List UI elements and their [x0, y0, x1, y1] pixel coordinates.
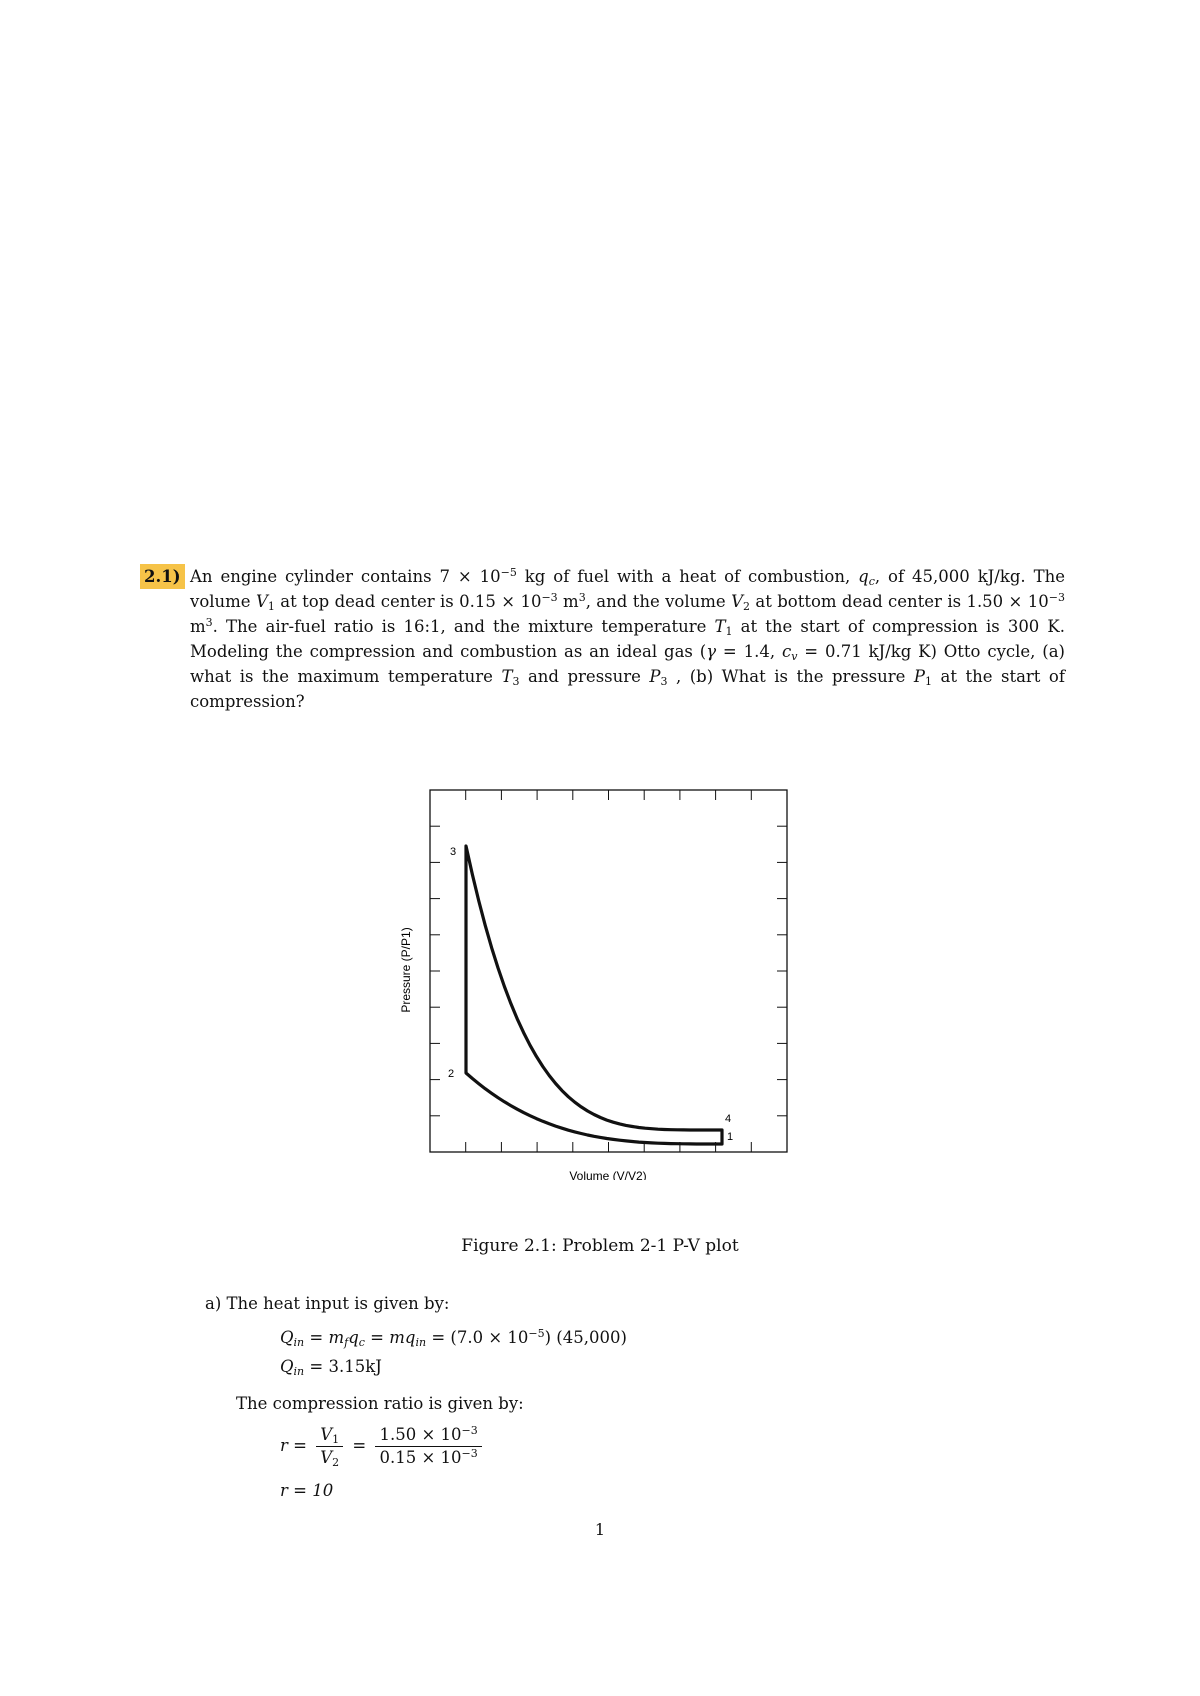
problem-statement [140, 564, 1065, 714]
part-a-intro: The heat input is given by: [226, 1294, 450, 1313]
figure-caption: Figure 2.1: Problem 2-1 P-V plot [461, 1236, 739, 1256]
problem-number: 2.1) [140, 564, 185, 589]
fraction-values [375, 1424, 481, 1469]
cycle-path [466, 846, 722, 1144]
fraction-denominator: $V_2$ [320, 1448, 340, 1469]
plot-frame [430, 790, 787, 1152]
fraction-v1-v2 [316, 1424, 343, 1469]
y-axis-label: Pressure (P/P1) [399, 927, 413, 1013]
equals-sign: = [352, 1436, 367, 1455]
fraction-denominator: $0.15 \times 10^{-3}$ [379, 1447, 478, 1467]
point-label-3: 3 [450, 846, 457, 858]
equation-compression-ratio [280, 1424, 486, 1469]
ratio-lhs: r = [280, 1436, 307, 1455]
equation-ratio-result [280, 1478, 333, 1503]
ratio-result: r = 10 [280, 1481, 334, 1500]
point-label-1: 1 [727, 1131, 734, 1143]
part-a-label: a) [205, 1294, 222, 1313]
pv-plot [380, 780, 820, 1180]
compression-ratio-intro: The compression ratio is given by: [236, 1394, 524, 1413]
equation-heat-result: $Q_{in} = 3.15kJ$ [280, 1357, 382, 1378]
point-label-4: 4 [725, 1113, 732, 1125]
point-label-2: 2 [448, 1068, 455, 1080]
fraction-numerator: $1.50 \times 10^{-3}$ [375, 1424, 481, 1447]
equation-heat-input: $Q_{in} = m_fq_c = mq_{in} = (7.0 \times 10^{-5})$ (45,000) [280, 1327, 627, 1349]
page-number: 1 [594, 1520, 606, 1539]
pv-plot-figure [380, 780, 820, 1180]
part-a-line [205, 1291, 449, 1316]
problem-text: An engine cylinder contains $7 \times 10^{-5}$ kg of fuel with a heat of combustion, $q_c$, of 45,000 kJ/kg. The volume $V_1$ at top dead center is $0.15 \times 10^{-3}$ $m^3$, and the volume $V_2$ at bottom dead center is $1.50 \times 10^{-3}$ $m^3$. The air-fuel ratio is 16:1, and the mixture temperature $T_1$ at the start of compression is 300 K. Modeling the compression and combustion as an ideal gas (γ = 1.4, $c_v = 0.71$ kJ/kg K) Otto cycle, (a) what is the maximum temperature $T_3$ and pressure $P_3$ , (b) What is the pressure $P_1$ at the start of compression? [190, 566, 1065, 711]
x-axis-label: Volume (V/V2) [569, 1169, 647, 1180]
fraction-numerator: $V_1$ [316, 1424, 343, 1447]
